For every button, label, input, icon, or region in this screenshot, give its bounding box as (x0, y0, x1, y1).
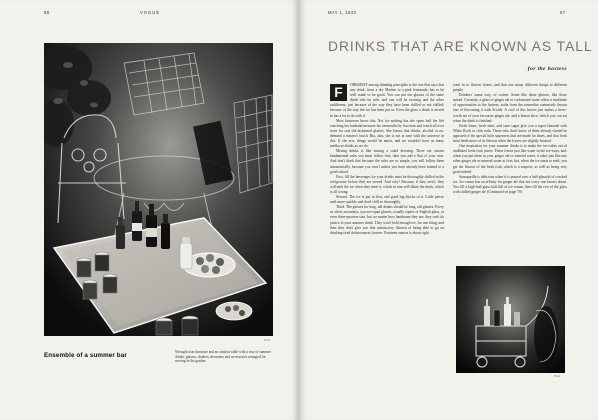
article-paragraph: Sarsaparilla is delicious when it is poured over a half-glassful of cracked ice. Ice-cream has an affinity for ginger ale that not every one knows about. You fill a high-ball glass half full of ice-cream, then fill the rest of the glass with chilled ginger ale (Continued on page 70) (453, 174, 567, 194)
article-kicker: for the hostess (527, 66, 567, 72)
article-column-1 (330, 83, 444, 236)
right-photo-credit: Photo (554, 375, 561, 378)
article-paragraph: Fresh limes, fresh mint, and cane sugar give you a super limeade with White Rock or club soda. Those who don't know of them already should be apprised of the special little squeezers that are made for limes, and that fresh mint lends more of its flavour when the leaves are slightly bruised. (453, 123, 567, 144)
left-folio-number: 88 (44, 10, 50, 15)
left-photo-credit: Photo (264, 339, 271, 342)
article-paragraph: Third. The glasses for long, tall drinks should be long, tall glasses. Every so often, nowadays, you see squat glasses, usually copies of English glass, or even three-quarters size, but, no matter how handsome they are, they can't do justice to your summer drink. They won't hold enough ice, for one thing; and then they don't give you that satisfactory illusion of being able to go on drinking tired deliciousness forever. Fourteen ounces is about right. (330, 205, 444, 235)
article-paragraph: One inspiration for your summer drinks is to make the ice-cubes out of undiluted fresh fruit juices. These freeze just like water in the ice-trays, and, when you put them in your ginger ale or mineral water, it takes just like any other ginger ale or mineral water at first; but, when the ice starts to melt, you get the flavour of the fresh fruit, which is a surprise, as well as being very good indeed. (453, 144, 567, 174)
right-folio-number: 67 (560, 10, 566, 15)
bar-cart-photo (456, 266, 565, 373)
caption-title: Ensemble of a summer bar (44, 352, 127, 359)
article-paragraph: Most hostesses know this. Not for nothing has she spent half her life watching her husband measure his vermouths by fractions and watch all over town for real old-fashioned glasses. She knows that drinks, alcohol or no, demand a master's touch. But, alas, she is not at ease with the universe in this. If she errs, things would be amiss, and we wouldn't have as many mediocre drinks as we do. (330, 118, 444, 149)
caption-text: Wrought iron furniture and an outdoor table with a tray of summer drinks; glasses, shakers, decanters and accessories arranged for serving in the garden. (175, 350, 271, 364)
summer-bar-illustration (44, 43, 273, 336)
article-paragraph: Mixing drinks is like mixing a salad dressing. There are certain fundamental rules you must follow first, then you add a flair of your own. And don't think that because the rules are so simple, you will follow them automatically, because you won't unless you have already been trained to a good school. (330, 149, 444, 174)
bar-cart-illustration (456, 266, 565, 373)
article-headline: DRINKS THAT ARE KNOWN AS TALL (328, 39, 593, 54)
article-paragraph: F OREMOST among drinking principles is the one that says that any drink, from a dry Martini to a pink lemonade, has to be well made to be good. You can put ten glasses of the same drink side by side, and one will be exciting and the other indifferent, just because of the way they have been chilled or not chilled; because of the way the ice has been put in. Even the glass a drink is served in has a lot to do with it. (330, 83, 444, 118)
drop-cap: F (330, 84, 347, 101)
article-paragraph: Second. The ice is put in first, and good big blocks of it. Little pieces melt more quickly and don't chill so thoroughly. (330, 195, 444, 205)
left-folio-title: VOGUE (140, 10, 161, 15)
article-paragraph: First. All the beverages for your drinks must be thoroughly chilled in the refrigerator before they are served. And why? Because, if they aren't, they will melt the ice when they meet it, which in turn will dilute the drink, which is all wrong. (330, 174, 444, 194)
article-paragraph: went in to flavour fizzes, and that one many different things to different people. (453, 83, 567, 93)
article-paragraph: Drinkers' name vary, of course. Some like those glasses, like those mixed. Certainly, a glass of ginger ale or carbonated water offers a multitude of opportunities to the hostess, aside from the somewhat commonly known one of flavouring it with Scotch. A cool of this brown just makes a brew-worth tea of your favourite ginger ale, and a lemon slice, which you can eat when the drink is finished. (453, 93, 567, 123)
summer-bar-photo (44, 43, 273, 336)
right-folio-date: MAY 1, 1933 (328, 10, 357, 15)
article-column-2 (453, 83, 567, 195)
